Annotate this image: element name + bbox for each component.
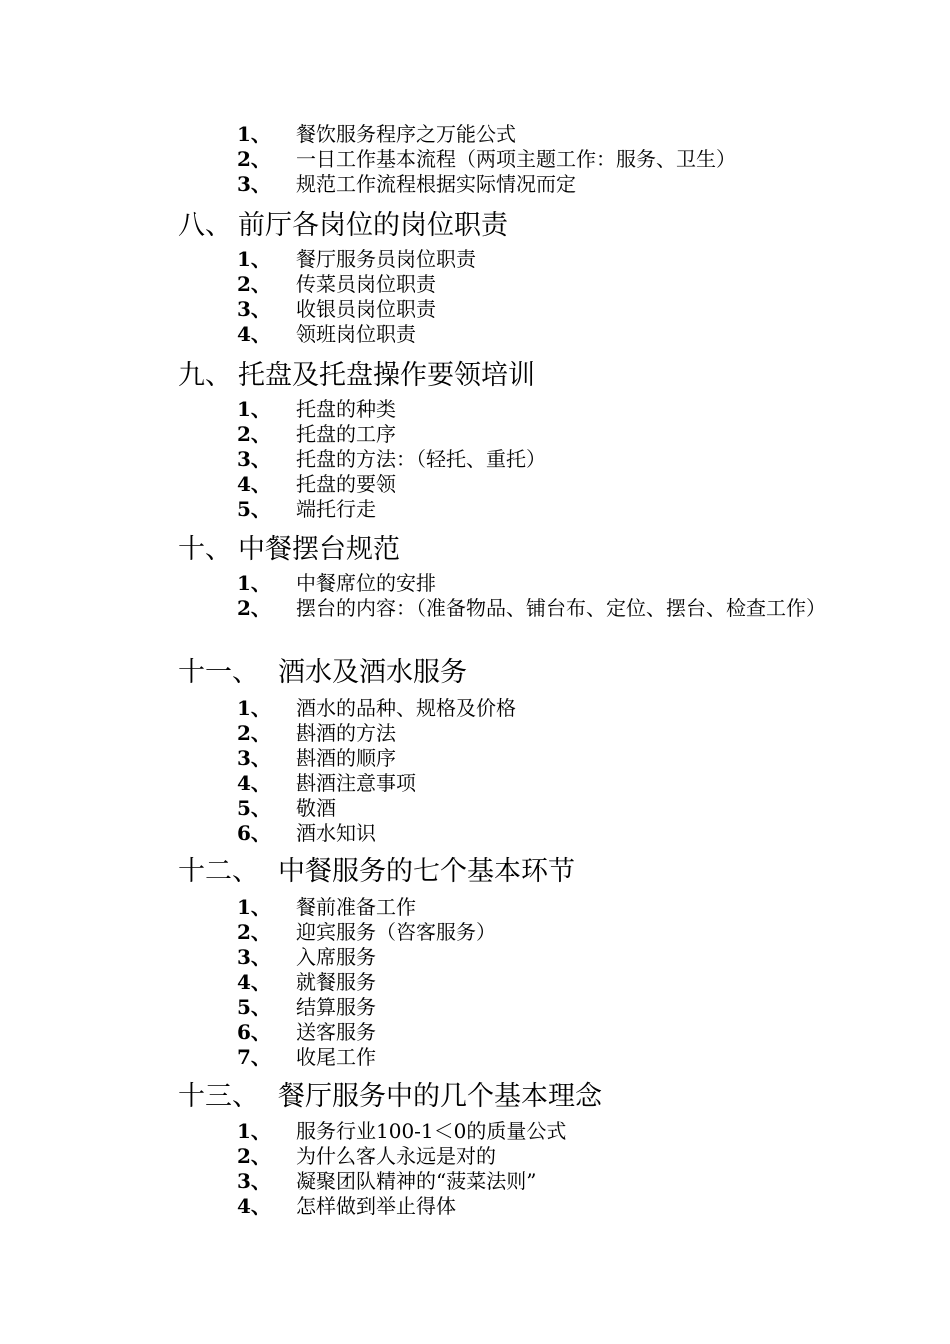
item-number: 3、 (237, 172, 271, 196)
item-number: 6、 (237, 1020, 271, 1044)
section-title: 中餐服务的七个基本环节 (278, 856, 575, 887)
item-number: 1、 (237, 696, 271, 720)
item-number: 4、 (237, 771, 271, 795)
item-text: 斟酒注意事项 (296, 771, 416, 795)
item-number: 1、 (237, 397, 271, 421)
section-number: 八、 (178, 210, 232, 241)
item-text: 传菜员岗位职责 (296, 272, 436, 296)
item-text: 托盘的要领 (296, 472, 396, 496)
item-number: 6、 (237, 821, 271, 845)
item-text: 托盘的工序 (296, 422, 396, 446)
item-text: 规范工作流程根据实际情况而定 (296, 172, 576, 196)
item-number: 3、 (237, 297, 271, 321)
item-text: 领班岗位职责 (296, 322, 416, 346)
section-number: 十、 (178, 534, 232, 565)
item-text: 酒水的品种、规格及价格 (296, 696, 516, 720)
section-title: 酒水及酒水服务 (278, 657, 467, 688)
item-number: 4、 (237, 1194, 271, 1218)
item-text: 服务行业100-1＜0的质量公式 (296, 1119, 567, 1143)
item-text: 收尾工作 (296, 1045, 376, 1069)
item-number: 1、 (237, 1119, 271, 1143)
item-text: 酒水知识 (296, 821, 376, 845)
item-text: 送客服务 (296, 1020, 376, 1044)
item-number: 2、 (237, 147, 271, 171)
item-number: 7、 (237, 1045, 271, 1069)
item-number: 3、 (237, 447, 271, 471)
item-number: 5、 (237, 796, 271, 820)
item-number: 4、 (237, 322, 271, 346)
item-text: 结算服务 (296, 995, 376, 1019)
section-title: 中餐摆台规范 (238, 534, 400, 565)
item-text: 托盘的种类 (296, 397, 396, 421)
item-number: 3、 (237, 945, 271, 969)
item-text: 迎宾服务（咨客服务） (296, 920, 496, 944)
item-number: 4、 (237, 970, 271, 994)
section-title: 餐厅服务中的几个基本理念 (278, 1081, 602, 1112)
item-text: 入席服务 (296, 945, 376, 969)
item-text: 摆台的内容：（准备物品、铺台布、定位、摆台、检查工作） (296, 596, 826, 620)
section-number: 十一、 (178, 657, 259, 688)
item-text: 为什么客人永远是对的 (296, 1144, 496, 1168)
item-number: 2、 (237, 721, 271, 745)
item-text: 一日工作基本流程（两项主题工作：服务、卫生） (296, 147, 736, 171)
section-number: 十二、 (178, 856, 259, 887)
section-title: 托盘及托盘操作要领培训 (238, 360, 535, 391)
item-text: 中餐席位的安排 (296, 571, 436, 595)
item-text: 斟酒的顺序 (296, 746, 396, 770)
item-number: 3、 (237, 746, 271, 770)
section-title: 前厅各岗位的岗位职责 (238, 210, 508, 241)
item-number: 5、 (237, 497, 271, 521)
section-number: 九、 (178, 360, 232, 391)
item-text: 敬酒 (296, 796, 336, 820)
item-text: 餐前准备工作 (296, 895, 416, 919)
item-text: 怎样做到举止得体 (296, 1194, 456, 1218)
item-number: 2、 (237, 422, 271, 446)
item-number: 2、 (237, 596, 271, 620)
item-number: 1、 (237, 895, 271, 919)
item-text: 收银员岗位职责 (296, 297, 436, 321)
item-number: 1、 (237, 247, 271, 271)
item-number: 1、 (237, 122, 271, 146)
item-number: 5、 (237, 995, 271, 1019)
item-text: 托盘的方法：（轻托、重托） (296, 447, 546, 471)
item-number: 2、 (237, 1144, 271, 1168)
item-text: 餐厅服务员岗位职责 (296, 247, 476, 271)
item-number: 3、 (237, 1169, 271, 1193)
item-number: 2、 (237, 272, 271, 296)
item-number: 1、 (237, 571, 271, 595)
item-text: 餐饮服务程序之万能公式 (296, 122, 516, 146)
item-number: 2、 (237, 920, 271, 944)
section-number: 十三、 (178, 1081, 259, 1112)
item-text: 凝聚团队精神的“菠菜法则” (296, 1169, 537, 1193)
item-text: 斟酒的方法 (296, 721, 396, 745)
item-text: 端托行走 (296, 497, 376, 521)
item-text: 就餐服务 (296, 970, 376, 994)
item-number: 4、 (237, 472, 271, 496)
